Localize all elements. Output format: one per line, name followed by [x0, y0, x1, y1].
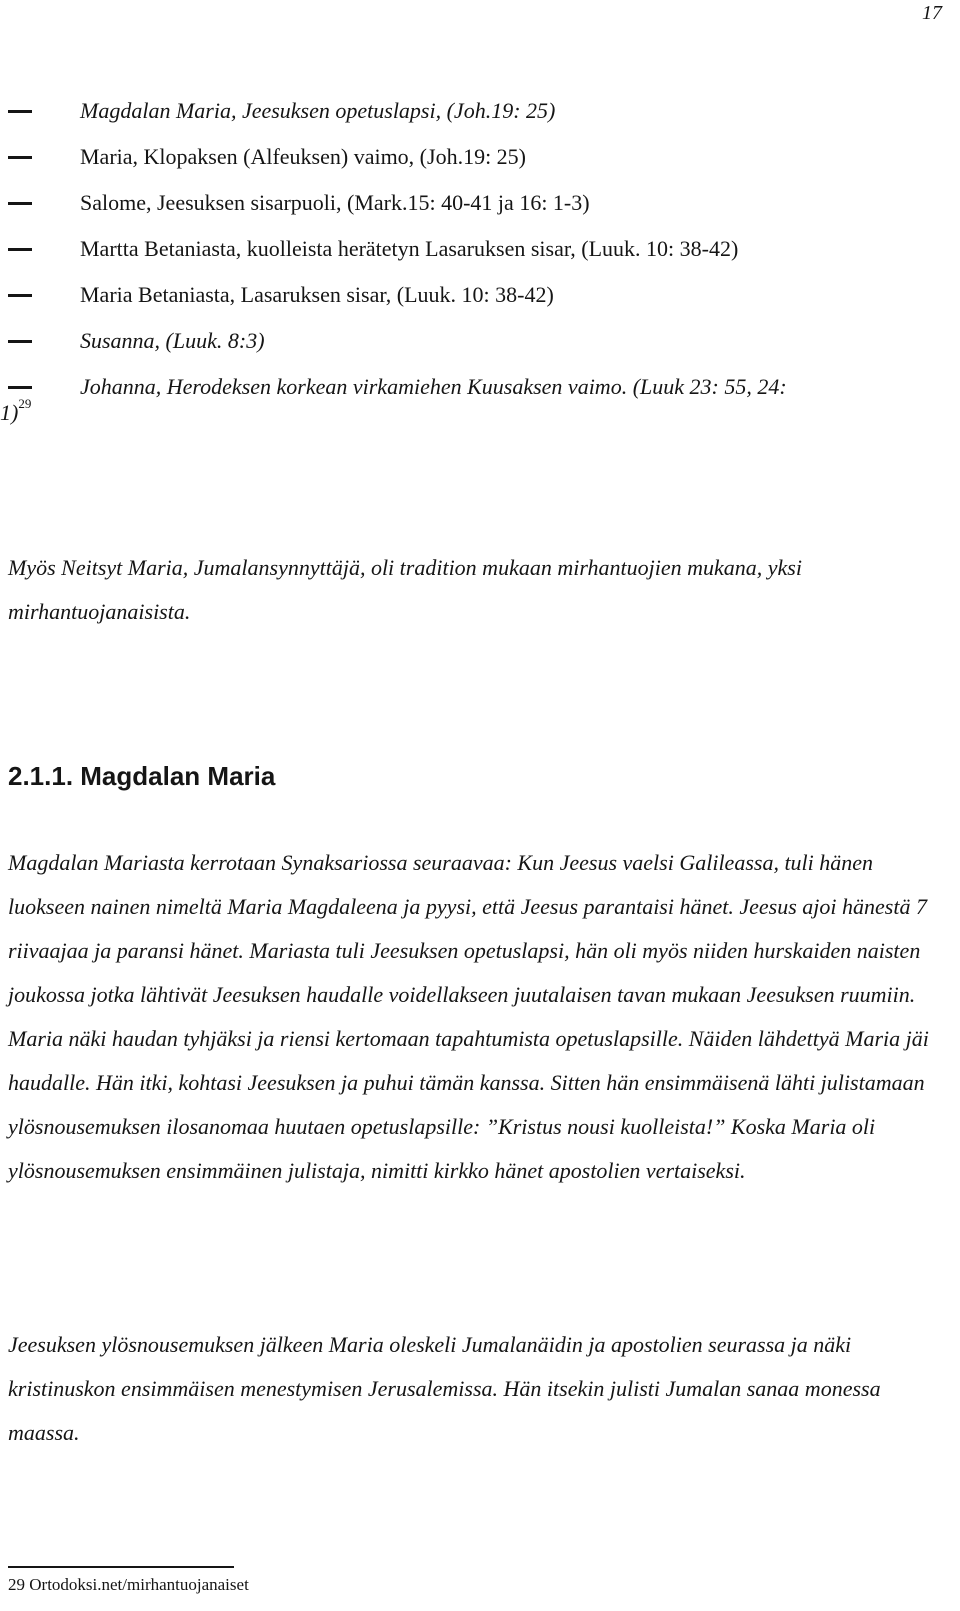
list-item-text: Susanna, (Luuk. 8:3)	[80, 328, 265, 353]
list-item-text: Martta Betaniasta, kuolleista herätetyn Lasaruksen sisar, (Luuk. 10: 38-42)	[80, 236, 739, 261]
list-item-text: Maria Betaniasta, Lasaruksen sisar, (Luuk. 10: 38-42)	[80, 282, 554, 307]
dash-bullet-icon	[8, 156, 32, 159]
page-number: 17	[922, 2, 942, 24]
list-item-text: Magdalan Maria, Jeesuksen opetuslapsi, (Joh.19: 25)	[80, 98, 556, 123]
dash-bullet-icon	[8, 294, 32, 297]
footnote-reference: 29	[18, 395, 32, 411]
section-paragraph-2: Jeesuksen ylösnousemuksen jälkeen Maria oleskeli Jumalanäidin ja apostolien seurassa ja näki kristinuskon ensimmäisen menestymisen Jerusalemissa. Hän itsekin julisti Jumalan sanaa monessa maassa.	[8, 1332, 881, 1445]
list-continuation	[0, 390, 31, 436]
dash-bullet-icon	[8, 248, 32, 251]
list-item-text: Salome, Jeesuksen sisarpuoli, (Mark.15: 40-41 ja 16: 1-3)	[80, 190, 590, 215]
footnote-divider	[8, 1566, 234, 1568]
list-item-text: Maria, Klopaksen (Alfeuksen) vaimo, (Joh.19: 25)	[80, 144, 527, 169]
dash-bullet-icon	[8, 340, 32, 343]
intro-paragraph: Myös Neitsyt Maria, Jumalansynnyttäjä, oli tradition mukaan mirhantuojien mukana, yksi mirhantuojanaisista.	[8, 555, 802, 624]
section-heading: 2.1.1. Magdalan Maria	[8, 761, 276, 791]
section-paragraph-1: Magdalan Mariasta kerrotaan Synaksariossa seuraavaa: Kun Jeesus vaelsi Galileassa, tuli hänen luokseen nainen nimeltä Maria Magdaleena ja pyysi, että Jeesus parantaisi hänet. Jeesus ajoi hänestä 7 riivaajaa ja paransi hänet. Mariasta tuli Jeesuksen opetuslapsi, hän oli myös niiden hurskaiden naisten joukossa jotka lähtivät Jeesuksen haudalle voidellakseen juutalaisen tavan mukaan Jeesuksen ruumiin. Maria näki haudan tyhjäksi ja riensi kertomaan tapahtumista opetuslapsille. Näiden lähdettyä Maria jäi haudalle. Hän itki, kohtasi Jeesuksen ja puhui tämän kanssa. Sitten hän ensimmäisenä lähti julistamaan ylösnousemuksen ilosanomaa huutaen opetuslapsille: ”Kristus nousi kuolleista!” Koska Maria oli ylösnousemuksen ensimmäinen julistaja, nimitti kirkko hänet apostolien vertaiseksi.	[8, 850, 929, 1183]
list-continuation-text: 1)	[0, 400, 19, 425]
footnote: 29 Ortodoksi.net/mirhantuojanaiset	[8, 1575, 249, 1594]
dash-bullet-icon	[8, 110, 32, 113]
list-item-text: Johanna, Herodeksen korkean virkamiehen Kuusaksen vaimo. (Luuk 23: 55, 24:	[80, 374, 787, 399]
dash-bullet-icon	[8, 386, 32, 389]
dash-bullet-icon	[8, 202, 32, 205]
